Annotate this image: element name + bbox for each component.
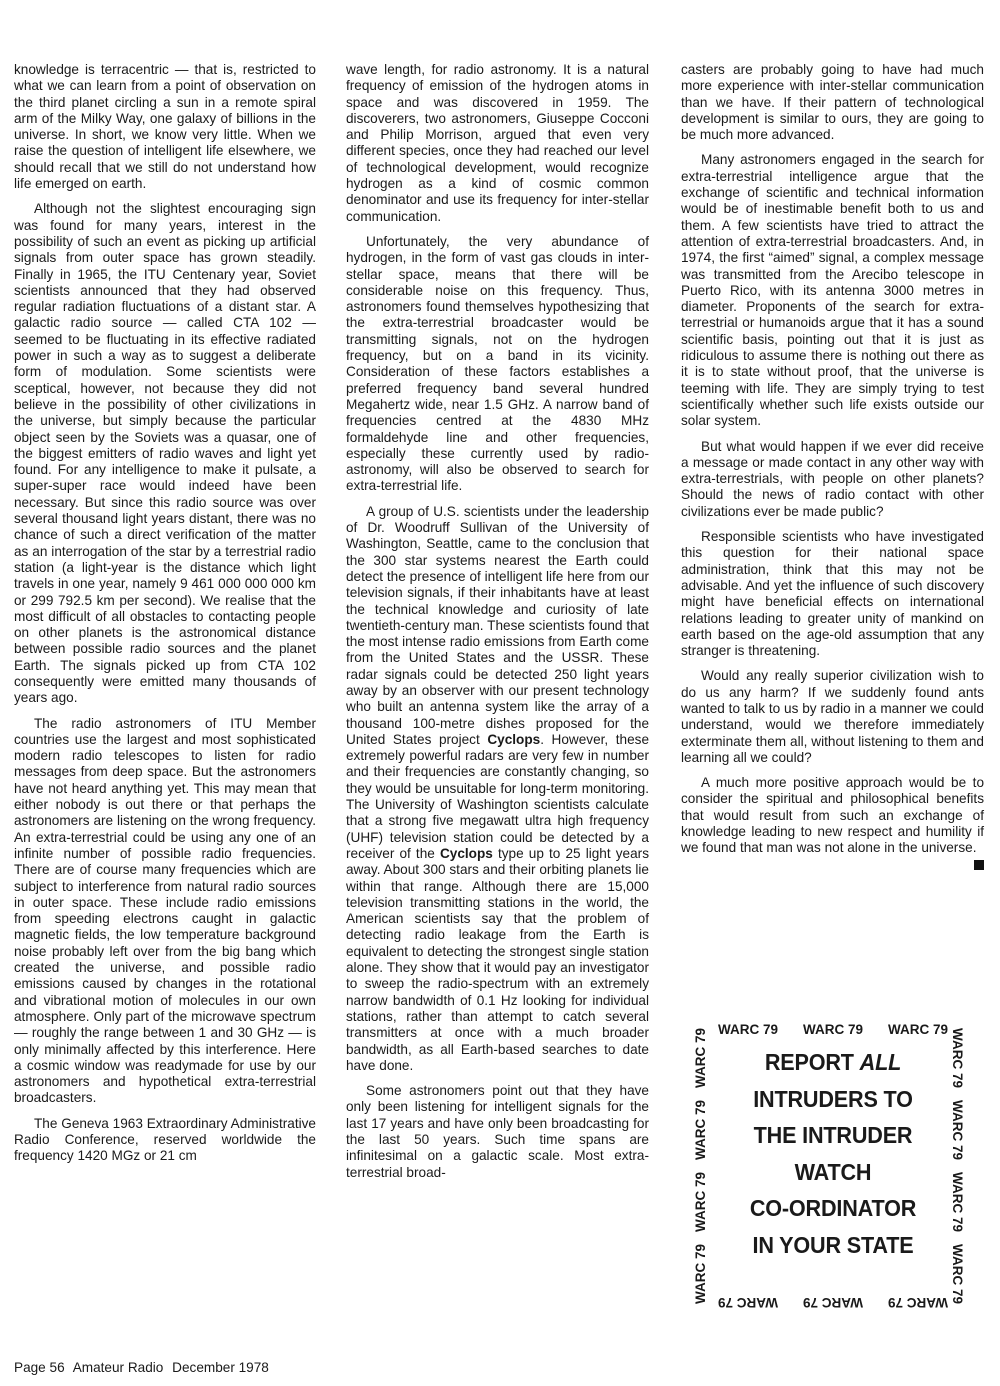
paragraph: knowledge is terracentric — that is, restricted to what we can learn from a point of observation on the third planet circling a sun in a remote spiral arm of the Milky Way, one galaxy of billions in the universe. In short, we know very little. When we raise the question of intelligent life elsewhere, we should recall that we still do not understand how life emerged on earth. bbox=[14, 62, 316, 192]
text-run: . However, these extremely powerful radars are very few in number and their frequencies are constantly changing, so they would be unsuitable for long-term monitoring. The University of Washington scientists calculate that a strong five megawatt ultra high frequency (UHF) television station could be detected by a receiver of the bbox=[346, 731, 650, 861]
page-footer bbox=[14, 1360, 274, 1375]
warc-label: WARC 79 bbox=[802, 1022, 863, 1037]
report-line: CO-ORDINATOR bbox=[749, 1195, 917, 1221]
issue-date: December 1978 bbox=[172, 1360, 269, 1375]
report-line: WATCH bbox=[794, 1158, 872, 1185]
paragraph: Although not the slightest encouraging sign was found for many years, interest in the possibility of such an event as picking up artificial signals from outer space has grown steadily. Finally in 1965, the ITU Centenary year, Soviet scientists announced that they had observed regular radiation fluctuations of a distant star. A galactic radio source — called CTA 102 — seemed to be fluctuating in its effective radiated power in such a way as to suggest a deliberate form of modulation. Some scientists were sceptical, however, not because they did not believe in the possibility of other civilizations in the universe, but simply because the particular object seen by the Soviets was a quasar, one of the biggest emitters of radio waves and light yet found. For any intelligence to make it pulsate, a super-super race would indeed have been necessary. But since this radio source was over several thousand light years distant, there was no chance of such a direct verification of the matter as an interrogation of the star by a terrestrial radio station (a light-year is the distance which light travels in one year, namely 9 461 000 000 000 km or 299 792.5 km per second). We realise that the most difficult of all obstacles to contacting people on other planets is the astronomical distance between possible radio sources and the planet Earth. The signals picked up from CTA 102 consequently were emitted many thousands of years ago. bbox=[14, 201, 316, 706]
warc-label: WARC 79 bbox=[803, 1295, 864, 1310]
paragraph-cyclops bbox=[346, 504, 649, 1074]
paragraph: casters are probably going to have had much more experience with inter-stellar communication than we have. If their pattern of technological development is similar to ours, they are going to be much more advanced. bbox=[681, 62, 984, 143]
page-number: Page 56 bbox=[14, 1360, 65, 1375]
text-run: A group of U.S. scientists under the leadership of Dr. Woodruff Sullivan of the University of Washington, Seattle, came to the conclusion that the 300 star systems nearest the Earth could detect the presence of intelligent life here from our television signals, if their inhabitants have at least the technical knowledge and curiosity of late twentieth-century man. These scientists found that the most intense radio emissions from Earth come from the United States and the USSR. These radar signals could be detected 250 light years away by an observer with our present technology who built an antenna system like the array of a thousand 100-metre dishes proposed for the United States project bbox=[346, 503, 649, 747]
paragraph: Responsible scientists who have investigated this question for their national space administration, think that this may not be advisable. And yet the influence of such discovery might have beneficial effects on international relations leading to greater unity of mankind on earth based on the age-old assumption that any stranger is threatening. bbox=[681, 529, 984, 659]
warc-label: WARC 79 bbox=[887, 1295, 948, 1310]
warc-79-advert bbox=[688, 1022, 970, 1310]
warc-label: WARC 79 bbox=[950, 1243, 966, 1304]
warc-label: WARC 79 bbox=[718, 1022, 779, 1037]
paragraph-final bbox=[681, 775, 984, 856]
warc-border-bottom bbox=[718, 1295, 948, 1310]
article-column-3 bbox=[681, 62, 984, 870]
warc-label: WARC 79 bbox=[692, 1100, 708, 1161]
warc-label: WARC 79 bbox=[692, 1028, 708, 1089]
warc-label: WARC 79 bbox=[692, 1244, 708, 1305]
paragraph: Many astronomers engaged in the search for extra-terrestrial intelligence argue that the exchange of scientific and technical information would be of inestimable benefit both to us and them. A few scientists have tried to attract the attention of extra-terrestrial broadcasters. And, in 1974, the first “aimed” signal, a complex message was transmitted from the Arecibo telescope in Puerto Rico, with its antenna 3000 metres in diameter. Proponents of the search for extra-terrestrial or humanoids argue that it has a sound scientific basis, pointing out that it is just as ridiculous to assume there is nothing out there as it is to state without proof, that the universe is teeming with life. They are simply trying to test scientifically whether such life exists outside our solar system. bbox=[681, 152, 984, 429]
keyword-cyclops: Cyclops bbox=[439, 845, 493, 861]
warc-label: WARC 79 bbox=[950, 1171, 966, 1232]
article-column-2 bbox=[346, 62, 649, 1190]
paragraph: But what would happen if we ever did receive a message or made contact in any other way with extra-terrestrials, with people on other planets? Should the news of radio contact with other civilizations ever be made public? bbox=[681, 438, 984, 519]
end-mark-icon bbox=[974, 860, 984, 870]
warc-label: WARC 79 bbox=[950, 1027, 966, 1088]
report-line: THE INTRUDER bbox=[753, 1122, 913, 1148]
warc-label: WARC 79 bbox=[692, 1172, 708, 1233]
paragraph: The radio astronomers of ITU Member countries use the largest and most sophisticated modern radio telescopes to listen for radio messages from deep space. But the astronomers have not heard anything yet. This may mean that either nobody is out there or that perhaps the astronomers are listening on the wrong frequency. An extra-terrestrial could be using any one of an infinite number of possible radio frequencies. There are of course many frequencies which are subject to interference from natural radio sources in outer space. These include radio emissions from speeding electrons caught in galactic magnetic fields, the low temperature background noise probably left over from the big bang which created the universe, and possible radio emissions caused by changes in the rotational and vibrational motion of molecules in our own atmosphere. Only part of the microwave spectrum — roughly the range between 1 and 30 GHz — is only minimally affected by this interference. Here a cosmic window was readymade for use by our astronomers and hypothetical extra-terrestrial broadcasters. bbox=[14, 715, 316, 1106]
paragraph: Would any really superior civilization wish to do us any harm? If we suddenly found ants wanted to talk to us by radio in a manner we could understand, would we therefore immediately exterminate them all, without listening to them and learning all we could? bbox=[681, 668, 984, 765]
warc-border-top bbox=[718, 1022, 948, 1037]
warc-label: WARC 79 bbox=[887, 1022, 948, 1037]
article-column-1 bbox=[14, 62, 316, 1174]
paragraph: Unfortunately, the very abundance of hydrogen, in the form of vast gas clouds in inter-stellar space, means that there will be considerable noise on this frequency. Thus, astronomers found themselves hypothesizing that the extra-terrestrial broadcaster would be transmitting signals, not on the hydrogen frequency, but on a band in its vicinity. Consideration of these factors establishes a preferred frequency band several hundred Megahertz wide, near 1.5 GHz. A narrow band of frequencies centred at the 4830 MHz formaldehyde line and other frequencies, especially these currently used by radio-astronomy, will also be observed to search for extra-terrestrial life. bbox=[346, 233, 649, 494]
report-line: INTRUDERS TO bbox=[753, 1085, 913, 1112]
magazine-name: Amateur Radio bbox=[72, 1360, 164, 1375]
warc-label: WARC 79 bbox=[718, 1295, 779, 1310]
report-emphasis: ALL bbox=[859, 1049, 902, 1075]
report-text: REPORT bbox=[764, 1049, 860, 1075]
paragraph: Some astronomers point out that they have only been listening for intelligent signals for the last 17 years and have only been broadcasting for the last 50 years. Such time spans are infinitesimal on a galactic scale. Most extra-terrestrial broad- bbox=[346, 1083, 649, 1180]
text-run: A much more positive approach would be to consider the spiritual and philosophical benefits that would result from such an exchange of knowledge leading to new respect and humility if we found that man was not alone in the universe. bbox=[681, 775, 984, 856]
report-line bbox=[727, 1044, 939, 1081]
warc-label: WARC 79 bbox=[950, 1099, 966, 1160]
report-line: IN YOUR STATE bbox=[752, 1231, 914, 1258]
paragraph: wave length, for radio astronomy. It is a natural frequency of emission of the hydrogen atoms in space and was discovered in 1959. The discoverers, two astronomers, Giuseppe Cocconi and Philip Morrison, argued that even very different species, once they had reached our level of technological development, would recognize hydrogen as a kind of cosmic common denominator and use its frequency for inter-stellar communication. bbox=[346, 62, 649, 224]
text-run: type up to 25 light years away. About 300 stars and their orbiting planets lie within that range. Although there are 15,000 television transmitting stations in the world, the American scientists say that the problem of detecting radio leakage from the Earth is equivalent to detecting the strongest single station alone. They show that it would pay an investigator to sweep the radio-spectrum with an extremely narrow bandwidth of 0.1 Hz looking for individual stations, rather than attempt to catch several transmitters at once with a much broader bandwidth, as all Earth-based searches to date have done. bbox=[346, 845, 649, 1073]
warc-border-right bbox=[946, 1022, 970, 1310]
keyword-cyclops: Cyclops bbox=[487, 731, 541, 747]
report-intruders-message bbox=[727, 1044, 939, 1263]
warc-border-left bbox=[688, 1022, 712, 1310]
paragraph: The Geneva 1963 Extraordinary Administrative Radio Conference, reserved worldwide the frequency 1420 MGz or 21 cm bbox=[14, 1115, 316, 1164]
